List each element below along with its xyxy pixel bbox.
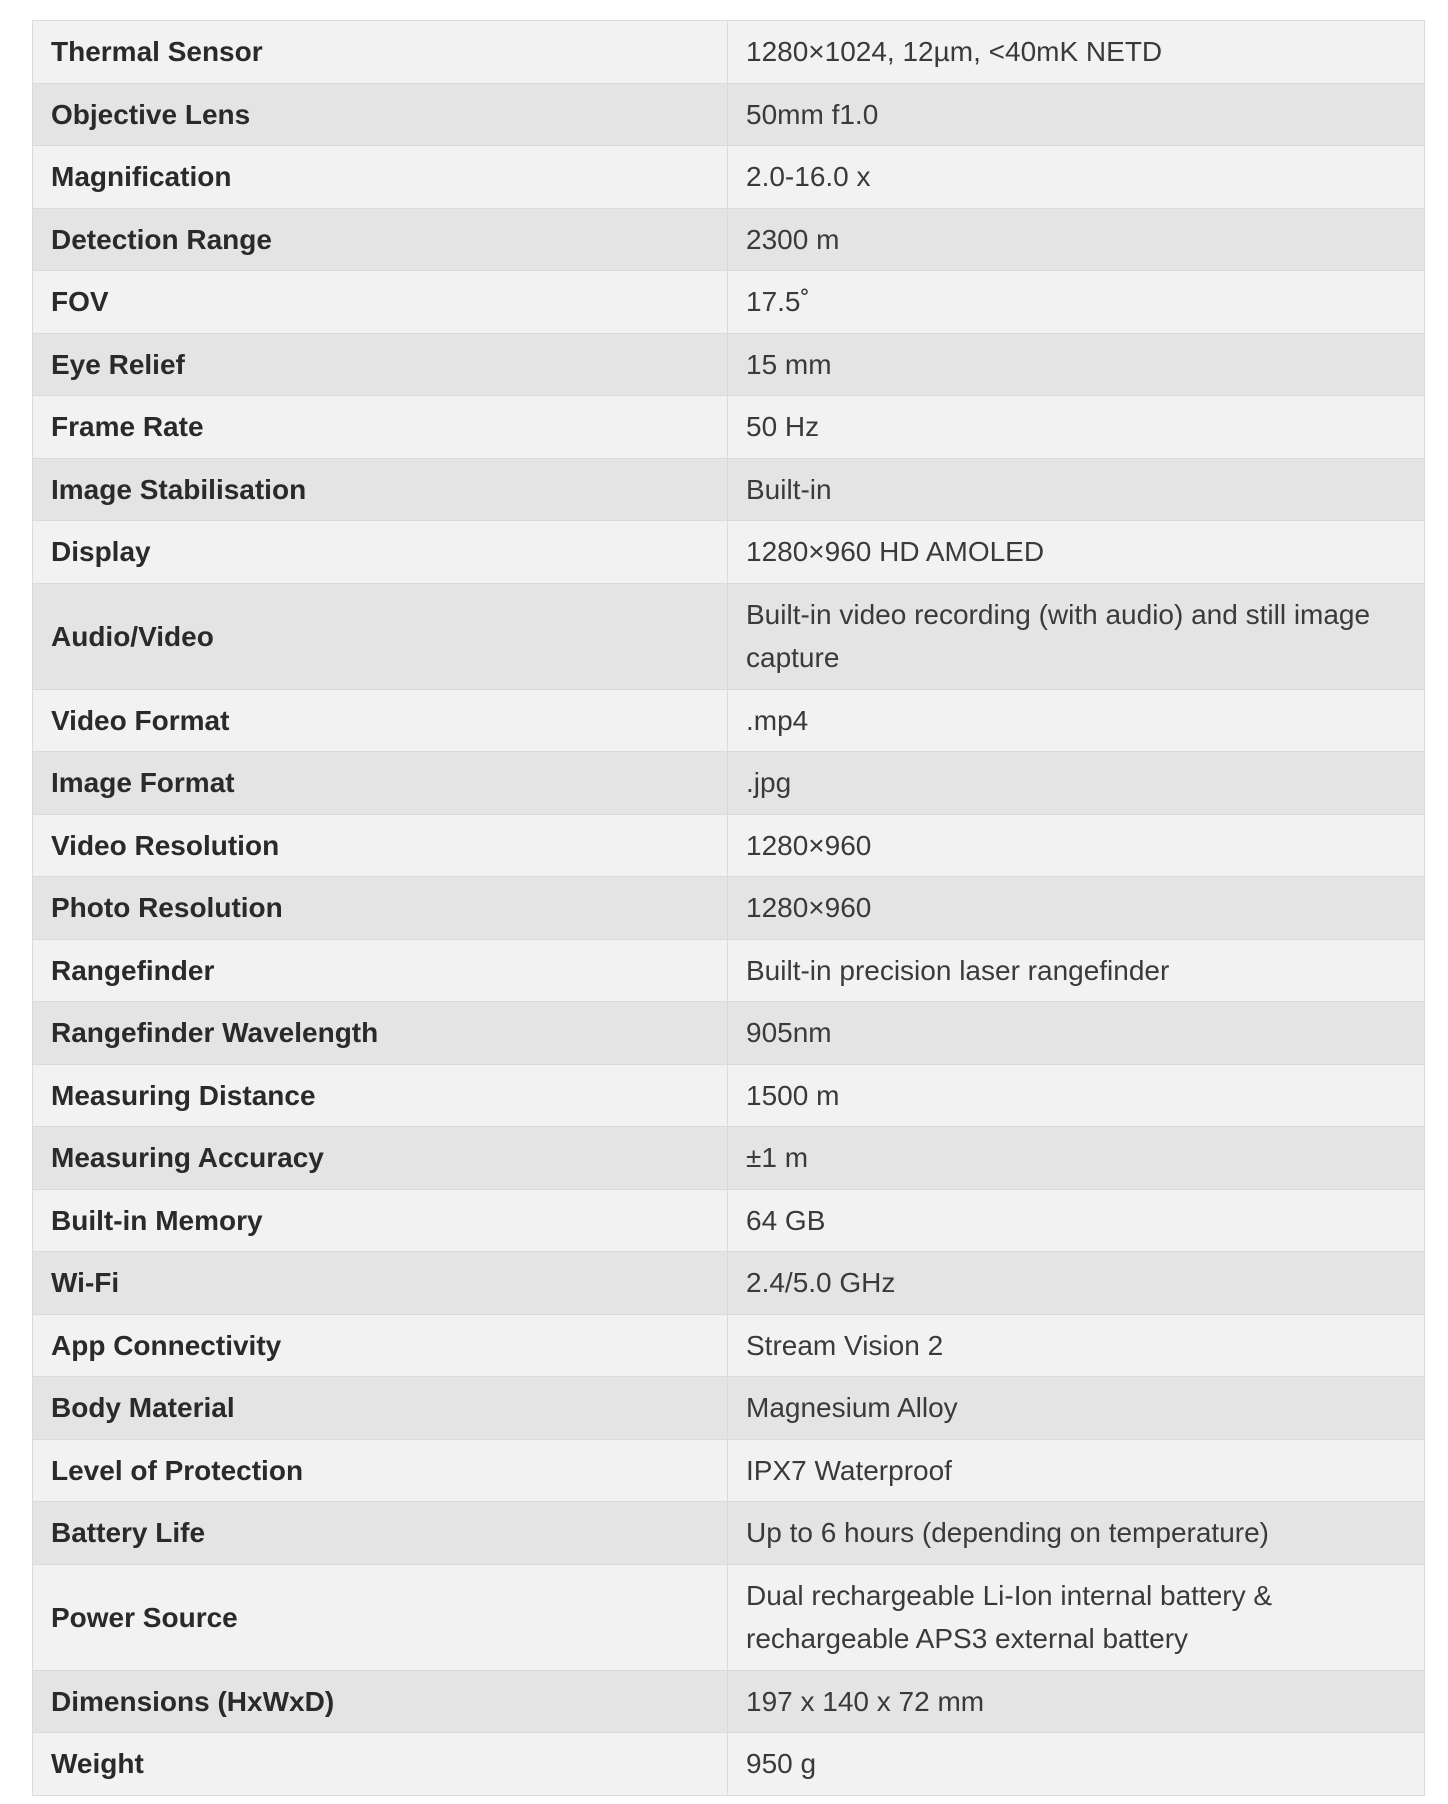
spec-value: Built-in precision laser rangefinder <box>728 939 1425 1002</box>
spec-label: Built-in Memory <box>33 1189 728 1252</box>
spec-label: Rangefinder <box>33 939 728 1002</box>
spec-row-measuring-accuracy <box>33 1127 1425 1190</box>
spec-value: ±1 m <box>728 1127 1425 1190</box>
spec-label: Measuring Distance <box>33 1064 728 1127</box>
spec-value: 950 g <box>728 1733 1425 1796</box>
spec-row-objective-lens <box>33 83 1425 146</box>
spec-label: Photo Resolution <box>33 877 728 940</box>
spec-value: Built-in video recording (with audio) and still image capture <box>728 583 1425 689</box>
spec-row-frame-rate <box>33 396 1425 459</box>
spec-value: .mp4 <box>728 689 1425 752</box>
spec-row-image-stabilisation <box>33 458 1425 521</box>
spec-row-fov <box>33 271 1425 334</box>
spec-label: Wi-Fi <box>33 1252 728 1315</box>
spec-value: 197 x 140 x 72 mm <box>728 1670 1425 1733</box>
spec-label: Frame Rate <box>33 396 728 459</box>
spec-value: 50mm f1.0 <box>728 83 1425 146</box>
spec-value: IPX7 Waterproof <box>728 1439 1425 1502</box>
spec-value: 905nm <box>728 1002 1425 1065</box>
spec-row-wi-fi <box>33 1252 1425 1315</box>
spec-label: Measuring Accuracy <box>33 1127 728 1190</box>
spec-value: 2.4/5.0 GHz <box>728 1252 1425 1315</box>
spec-row-weight <box>33 1733 1425 1796</box>
spec-value: 50 Hz <box>728 396 1425 459</box>
spec-label: Battery Life <box>33 1502 728 1565</box>
spec-label: Power Source <box>33 1564 728 1670</box>
spec-row-level-of-protection <box>33 1439 1425 1502</box>
spec-value: Up to 6 hours (depending on temperature) <box>728 1502 1425 1565</box>
spec-label: Detection Range <box>33 208 728 271</box>
spec-row-built-in-memory <box>33 1189 1425 1252</box>
spec-label: Video Resolution <box>33 814 728 877</box>
spec-value: Built-in <box>728 458 1425 521</box>
spec-table-body <box>33 21 1425 1796</box>
spec-row-rangefinder <box>33 939 1425 1002</box>
spec-label: Audio/Video <box>33 583 728 689</box>
spec-label: App Connectivity <box>33 1314 728 1377</box>
spec-label: Magnification <box>33 146 728 209</box>
spec-label: Video Format <box>33 689 728 752</box>
spec-row-display <box>33 521 1425 584</box>
spec-label: Image Stabilisation <box>33 458 728 521</box>
spec-value: 1280×960 <box>728 877 1425 940</box>
spec-value: 2.0-16.0 x <box>728 146 1425 209</box>
spec-value: 15 mm <box>728 333 1425 396</box>
spec-row-app-connectivity <box>33 1314 1425 1377</box>
spec-row-detection-range <box>33 208 1425 271</box>
spec-value: 1280×960 <box>728 814 1425 877</box>
spec-value: 2300 m <box>728 208 1425 271</box>
spec-value: 1280×960 HD AMOLED <box>728 521 1425 584</box>
spec-label: Display <box>33 521 728 584</box>
spec-label: Eye Relief <box>33 333 728 396</box>
spec-row-measuring-distance <box>33 1064 1425 1127</box>
spec-row-rangefinder-wavelength <box>33 1002 1425 1065</box>
spec-value: .jpg <box>728 752 1425 815</box>
spec-row-image-format <box>33 752 1425 815</box>
spec-label: Level of Protection <box>33 1439 728 1502</box>
spec-row-photo-resolution <box>33 877 1425 940</box>
spec-label: Objective Lens <box>33 83 728 146</box>
spec-value: 64 GB <box>728 1189 1425 1252</box>
spec-label: Rangefinder Wavelength <box>33 1002 728 1065</box>
spec-row-eye-relief <box>33 333 1425 396</box>
spec-value: Stream Vision 2 <box>728 1314 1425 1377</box>
spec-label: Image Format <box>33 752 728 815</box>
spec-row-thermal-sensor <box>33 21 1425 84</box>
spec-row-audio-video <box>33 583 1425 689</box>
spec-label: Weight <box>33 1733 728 1796</box>
spec-row-magnification <box>33 146 1425 209</box>
spec-value: 17.5˚ <box>728 271 1425 334</box>
spec-row-power-source <box>33 1564 1425 1670</box>
spec-label: Thermal Sensor <box>33 21 728 84</box>
spec-value: Magnesium Alloy <box>728 1377 1425 1440</box>
spec-value: 1500 m <box>728 1064 1425 1127</box>
spec-row-body-material <box>33 1377 1425 1440</box>
spec-label: FOV <box>33 271 728 334</box>
spec-value: 1280×1024, 12µm, <40mK NETD <box>728 21 1425 84</box>
spec-row-video-resolution <box>33 814 1425 877</box>
spec-table <box>32 20 1425 1796</box>
spec-label: Body Material <box>33 1377 728 1440</box>
spec-value: Dual rechargeable Li-Ion internal battery & rechargeable APS3 external battery <box>728 1564 1425 1670</box>
spec-row-video-format <box>33 689 1425 752</box>
spec-row-dimensions <box>33 1670 1425 1733</box>
spec-label: Dimensions (HxWxD) <box>33 1670 728 1733</box>
spec-row-battery-life <box>33 1502 1425 1565</box>
